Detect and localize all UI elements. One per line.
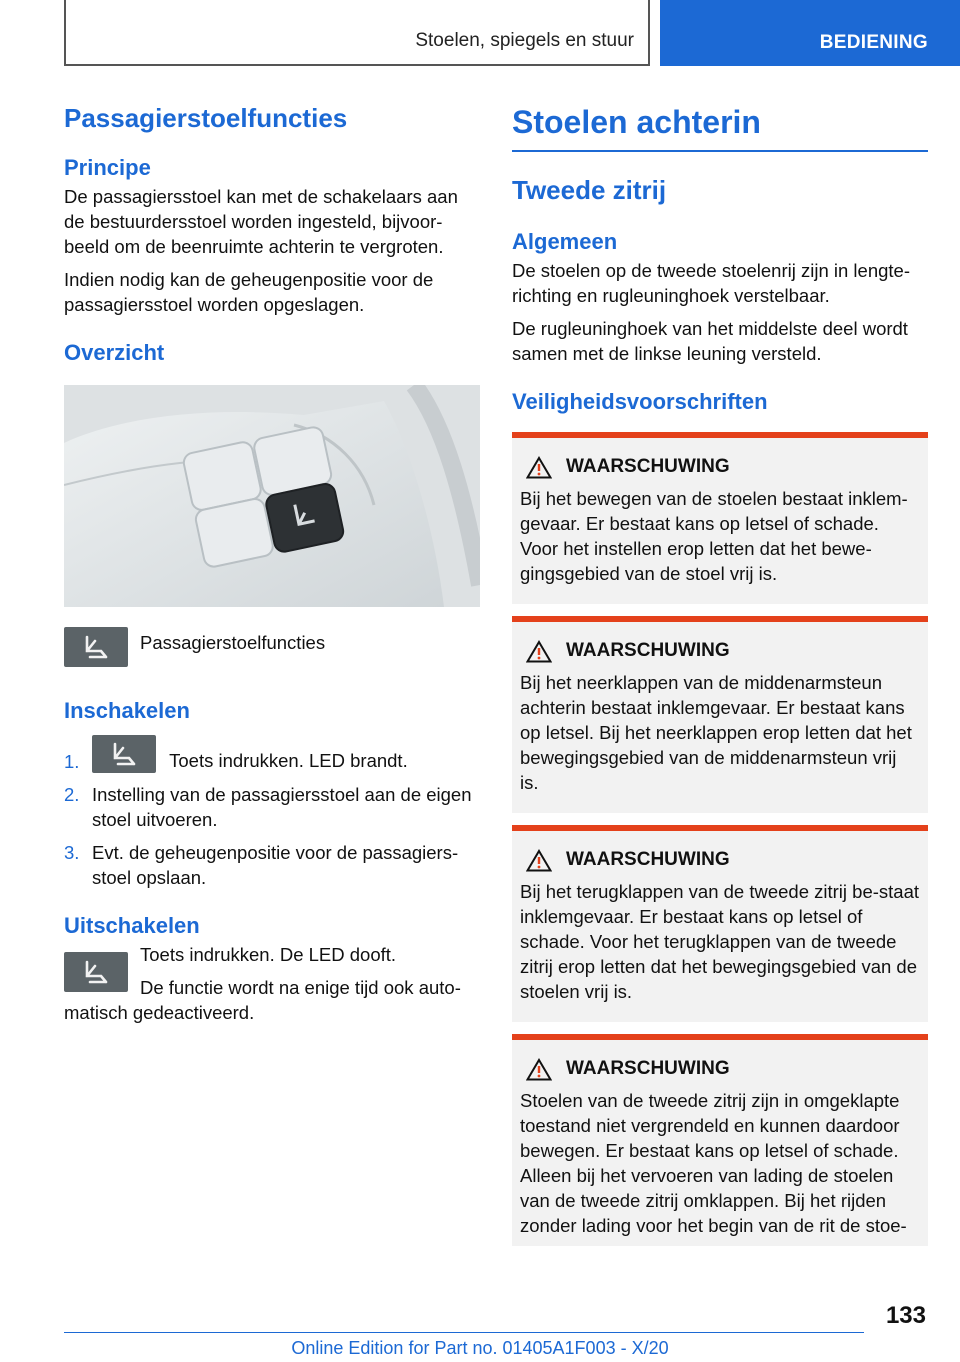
principle-paragraph-2: Indien nodig kan de geheugenpositie voor de passagiersstoel worden opgeslagen.	[64, 269, 434, 315]
general-paragraph-2: De rugleuninghoek van het middelste deel wordt samen met de linkse leuning versteld.	[512, 318, 908, 364]
seat-switch-photo	[64, 385, 480, 607]
list-item	[64, 840, 480, 890]
seat-function-icon-box	[64, 627, 128, 667]
right-column	[512, 92, 928, 1246]
seat-function-icon	[81, 959, 111, 985]
switch-off-paragraph-1: Toets indrukken. De LED dooft.	[140, 944, 397, 965]
switch-off-paragraph-2: De functie wordt na enige tijd ook auto-matisch gedeactiveerd.	[64, 977, 461, 1023]
warning-box	[512, 1034, 928, 1246]
warning-text: Bij het neerklappen van de middenarmsteun achterin bestaat inklemgevaar. Er bestaat kans op letsel. Bij het neerklappen erop letten dat het bewegingsgebied van de middenarmsteun vrij is.	[520, 672, 912, 793]
header-chapter-tab	[660, 0, 960, 66]
photo-caption: Passagierstoelfuncties	[140, 632, 326, 653]
seat-function-icon-box	[64, 952, 128, 992]
warning-title: WAARSCHUWING	[566, 640, 730, 661]
door-panel-illustration	[64, 385, 480, 607]
warning-title: WAARSCHUWING	[566, 456, 730, 477]
left-column	[64, 92, 480, 1025]
principle-paragraph-1: De passagiersstoel kan met de schakelaars aan de bestuurdersstoel worden ingesteld, bijvoor-beeld om de beenruimte achterin te vergroten.	[64, 186, 458, 257]
heading-principle: Principe	[64, 155, 151, 180]
warning-text: Bij het bewegen van de stoelen bestaat inklem-gevaar. Er bestaat kans op letsel of schade. Voor het instellen erop letten dat het bewe-gingsgebied van de stoel vrij is.	[520, 488, 908, 584]
heading-general: Algemeen	[512, 229, 618, 254]
step-number: 3.	[64, 842, 80, 863]
list-item	[64, 735, 480, 774]
warning-triangle-icon	[526, 1058, 552, 1081]
footer-divider	[64, 1332, 864, 1333]
heading-safety: Veiligheidsvoorschriften	[512, 389, 768, 414]
page-number: 133	[885, 1302, 926, 1329]
warning-triangle-icon	[526, 640, 552, 663]
warning-text: Bij het terugklappen van de tweede zitrij be-staat inklemgevaar. Er bestaat kans op letsel of schade. Voor het terugklappen van de tweede zitrij erop letten dat het bewegingsgebied van de stoelen vrij is.	[520, 881, 920, 1002]
heading-switch-off: Uitschakelen	[64, 913, 200, 938]
seat-function-icon	[81, 634, 111, 660]
steps-list	[64, 735, 480, 890]
section-title-rear-seats: Stoelen achterin	[512, 102, 928, 152]
warning-triangle-icon	[526, 456, 552, 479]
heading-overview: Overzicht	[64, 340, 165, 365]
warning-box	[512, 616, 928, 813]
heading-switch-on: Inschakelen	[64, 698, 190, 723]
warning-box	[512, 825, 928, 1022]
seat-function-icon	[109, 741, 139, 767]
step-text: Evt. de geheugenpositie voor de passagiers-stoel opslaan.	[92, 842, 459, 888]
step-number: 1.	[64, 751, 80, 772]
section-title-passenger-seat: Passagierstoelfuncties	[64, 103, 348, 133]
list-item	[64, 782, 480, 832]
footer-edition: Online Edition for Part no. 01405A1F003 - X/20	[291, 1338, 669, 1358]
photo-caption-row	[64, 627, 480, 667]
step-text: Toets indrukken. LED brandt.	[169, 750, 408, 771]
general-paragraph-1: De stoelen op de tweede stoelenrij zijn in lengte-richting en rugleuninghoek verstelbaar.	[512, 260, 910, 306]
warning-title: WAARSCHUWING	[566, 1058, 730, 1079]
header-section-box	[64, 0, 650, 66]
header-chapter-title: BEDIENING	[819, 32, 928, 53]
step-text: Instelling van de passagiersstoel aan de eigen stoel uitvoeren.	[92, 784, 472, 830]
step-number: 2.	[64, 784, 80, 805]
warning-box	[512, 432, 928, 604]
warning-triangle-icon	[526, 849, 552, 872]
seat-function-icon-box	[92, 735, 156, 773]
switch-off-block	[64, 942, 480, 1025]
header-section-title: Stoelen, spiegels en stuur	[415, 30, 634, 51]
heading-second-row: Tweede zitrij	[512, 175, 667, 205]
warning-title: WAARSCHUWING	[566, 849, 730, 870]
warning-text: Stoelen van de tweede zitrij zijn in omgeklapte toestand niet vergrendeld en kunnen daardoor bewegen. Er bestaat kans op letsel of schade. Alleen bij het vervoeren van lading de stoelen van de tweede zitrij omklappen. Bij het rijden zonder lading voor het begin van de rit de stoe-	[520, 1090, 907, 1236]
